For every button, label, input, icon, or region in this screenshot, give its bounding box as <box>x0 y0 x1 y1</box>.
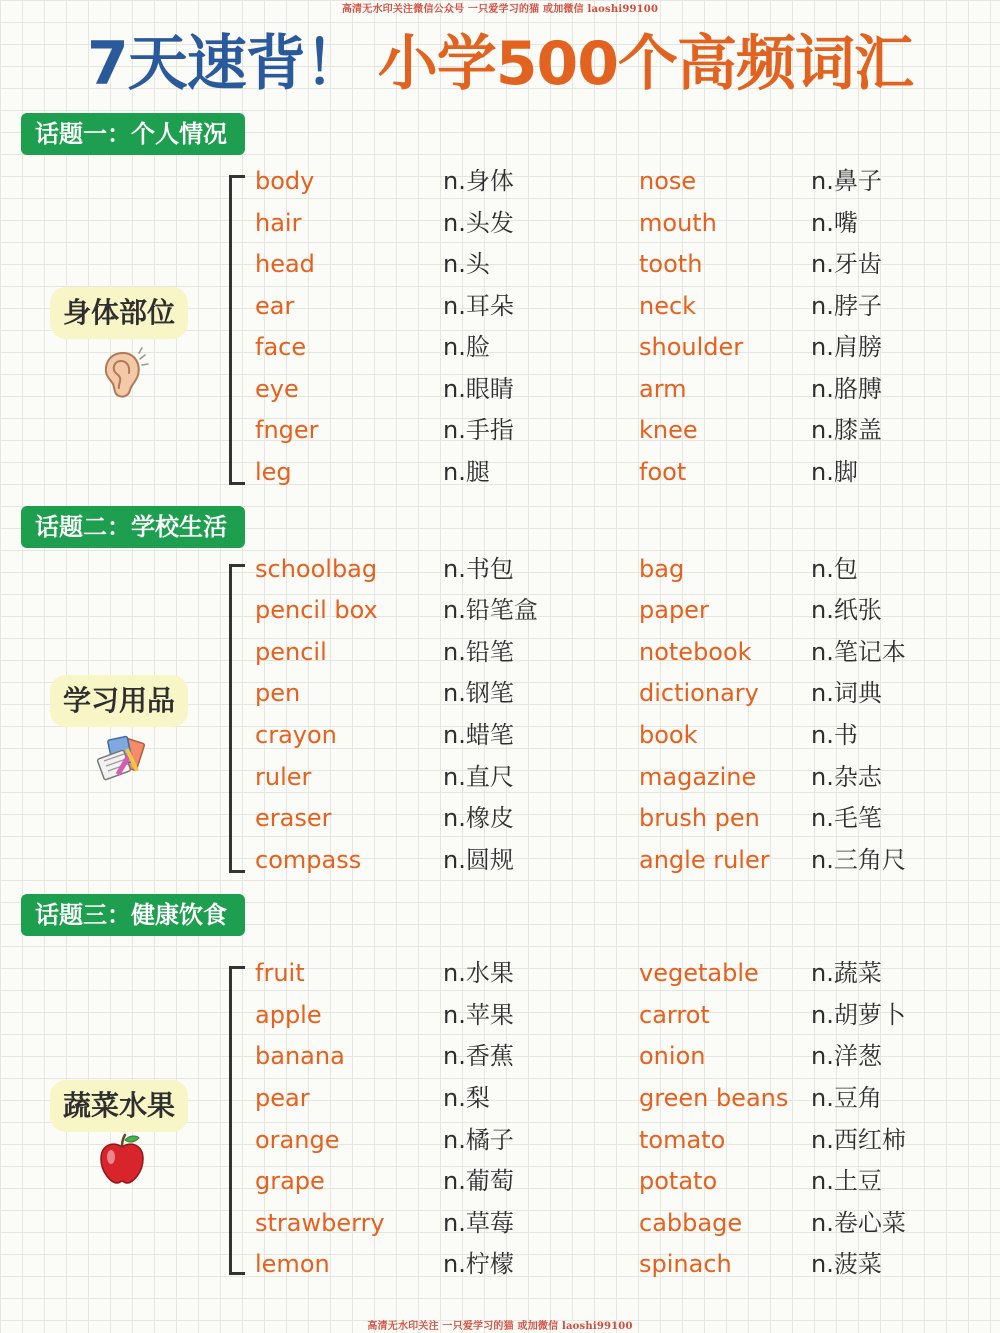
chinese-meaning: n.鼻子 <box>811 167 882 195</box>
english-word: pencil box <box>255 596 378 624</box>
english-word: nose <box>639 167 697 195</box>
english-word: tomato <box>639 1126 726 1154</box>
chinese-meaning: n.眼睛 <box>443 375 514 403</box>
category-label-2: 学习用品 <box>50 675 188 727</box>
table-row <box>0 1161 1000 1201</box>
english-word: notebook <box>639 638 752 666</box>
english-word: head <box>255 250 315 278</box>
chinese-meaning: n.肩膀 <box>811 333 882 361</box>
chinese-meaning: n.胡萝卜 <box>811 1001 906 1029</box>
chinese-meaning: n.腿 <box>443 458 490 486</box>
chinese-meaning: n.柠檬 <box>443 1250 514 1278</box>
english-word: tooth <box>639 250 703 278</box>
chinese-meaning: n.铅笔盒 <box>443 596 538 624</box>
chinese-meaning: n.香蕉 <box>443 1042 514 1070</box>
chinese-meaning: n.头 <box>443 250 490 278</box>
english-word: magazine <box>639 763 757 791</box>
chinese-meaning: n.卷心菜 <box>811 1209 906 1237</box>
chinese-meaning: n.毛笔 <box>811 804 882 832</box>
chinese-meaning: n.苹果 <box>443 1001 514 1029</box>
chinese-meaning: n.身体 <box>443 167 514 195</box>
english-word: face <box>255 333 307 361</box>
chinese-meaning: n.词典 <box>811 679 882 707</box>
english-word: hair <box>255 209 302 237</box>
table-row <box>0 452 1000 492</box>
english-word: compass <box>255 846 362 874</box>
english-word: ear <box>255 292 295 320</box>
table-row <box>0 244 1000 284</box>
chinese-meaning: n.耳朵 <box>443 292 514 320</box>
english-word: foot <box>639 458 687 486</box>
chinese-meaning: n.胳膊 <box>811 375 882 403</box>
table-row <box>0 203 1000 243</box>
topic-pill-2: 话题二：学校生活 <box>21 506 245 548</box>
table-row <box>0 549 1000 589</box>
table-row <box>0 1203 1000 1243</box>
table-row <box>0 995 1000 1035</box>
english-word: leg <box>255 458 292 486</box>
chinese-meaning: n.直尺 <box>443 763 514 791</box>
english-word: fruit <box>255 959 305 987</box>
table-row <box>0 327 1000 367</box>
english-word: eye <box>255 375 299 403</box>
chinese-meaning: n.书包 <box>443 555 514 583</box>
table-row <box>0 1078 1000 1118</box>
english-word: angle ruler <box>639 846 770 874</box>
chinese-meaning: n.梨 <box>443 1084 490 1112</box>
table-row <box>0 632 1000 672</box>
table-row <box>0 757 1000 797</box>
topic-pill-3: 话题三：健康饮食 <box>21 894 245 936</box>
table-row <box>0 410 1000 450</box>
english-word: dictionary <box>639 679 759 707</box>
chinese-meaning: n.钢笔 <box>443 679 514 707</box>
table-row <box>0 673 1000 713</box>
table-row <box>0 840 1000 880</box>
english-word: fnger <box>255 416 319 444</box>
chinese-meaning: n.牙齿 <box>811 250 882 278</box>
chinese-meaning: n.蜡笔 <box>443 721 514 749</box>
chinese-meaning: n.脖子 <box>811 292 882 320</box>
english-word: lemon <box>255 1250 330 1278</box>
english-word: arm <box>639 375 687 403</box>
english-word: orange <box>255 1126 340 1154</box>
english-word: spinach <box>639 1250 732 1278</box>
table-row <box>0 1244 1000 1284</box>
english-word: grape <box>255 1167 325 1195</box>
english-word: onion <box>639 1042 706 1070</box>
english-word: pear <box>255 1084 310 1112</box>
chinese-meaning: n.豆角 <box>811 1084 882 1112</box>
chinese-meaning: n.脸 <box>443 333 490 361</box>
english-word: shoulder <box>639 333 744 361</box>
english-word: neck <box>639 292 697 320</box>
english-word: schoolbag <box>255 555 378 583</box>
chinese-meaning: n.葡萄 <box>443 1167 514 1195</box>
chinese-meaning: n.草莓 <box>443 1209 514 1237</box>
table-row <box>0 161 1000 201</box>
chinese-meaning: n.橡皮 <box>443 804 514 832</box>
english-word: vegetable <box>639 959 759 987</box>
english-word: green beans <box>639 1084 789 1112</box>
title-part2: 小学500个高频词汇 <box>377 29 913 99</box>
english-word: body <box>255 167 315 195</box>
chinese-meaning: n.手指 <box>443 416 514 444</box>
english-word: carrot <box>639 1001 710 1029</box>
table-row <box>0 1036 1000 1076</box>
english-word: pen <box>255 679 301 707</box>
english-word: book <box>639 721 698 749</box>
table-row <box>0 798 1000 838</box>
chinese-meaning: n.纸张 <box>811 596 882 624</box>
chinese-meaning: n.土豆 <box>811 1167 882 1195</box>
table-row <box>0 286 1000 326</box>
chinese-meaning: n.蔬菜 <box>811 959 882 987</box>
chinese-meaning: n.三角尺 <box>811 846 906 874</box>
chinese-meaning: n.笔记本 <box>811 638 906 666</box>
chinese-meaning: n.头发 <box>443 209 514 237</box>
english-word: knee <box>639 416 698 444</box>
table-row <box>0 953 1000 993</box>
title-part1: 7天速背！ <box>87 29 364 99</box>
chinese-meaning: n.洋葱 <box>811 1042 882 1070</box>
english-word: brush pen <box>639 804 760 832</box>
chinese-meaning: n.脚 <box>811 458 858 486</box>
chinese-meaning: n.包 <box>811 555 858 583</box>
category-label-3: 蔬菜水果 <box>50 1080 188 1132</box>
chinese-meaning: n.水果 <box>443 959 514 987</box>
chinese-meaning: n.杂志 <box>811 763 882 791</box>
english-word: paper <box>639 596 709 624</box>
english-word: crayon <box>255 721 337 749</box>
table-row <box>0 715 1000 755</box>
table-row <box>0 590 1000 630</box>
english-word: eraser <box>255 804 332 832</box>
chinese-meaning: n.膝盖 <box>811 416 882 444</box>
page-title <box>0 22 1000 106</box>
chinese-meaning: n.圆规 <box>443 846 514 874</box>
english-word: pencil <box>255 638 327 666</box>
chinese-meaning: n.书 <box>811 721 858 749</box>
topic-pill-1: 话题一：个人情况 <box>21 113 245 155</box>
english-word: banana <box>255 1042 345 1070</box>
chinese-meaning: n.西红柿 <box>811 1126 906 1154</box>
english-word: cabbage <box>639 1209 743 1237</box>
watermark-bottom: 高清无水印关注 一只爱学习的猫 或加微信 laoshi99100 <box>367 1321 633 1332</box>
chinese-meaning: n.铅笔 <box>443 638 514 666</box>
table-row <box>0 369 1000 409</box>
watermark-top: 高清无水印关注微信公众号 一只爱学习的猫 或加微信 laoshi99100 <box>341 4 659 15</box>
chinese-meaning: n.菠菜 <box>811 1250 882 1278</box>
table-row <box>0 1120 1000 1160</box>
chinese-meaning: n.橘子 <box>443 1126 514 1154</box>
chinese-meaning: n.嘴 <box>811 209 858 237</box>
english-word: bag <box>639 555 685 583</box>
english-word: potato <box>639 1167 718 1195</box>
english-word: apple <box>255 1001 322 1029</box>
category-label-1: 身体部位 <box>50 287 188 339</box>
english-word: mouth <box>639 209 717 237</box>
english-word: ruler <box>255 763 312 791</box>
english-word: strawberry <box>255 1209 385 1237</box>
